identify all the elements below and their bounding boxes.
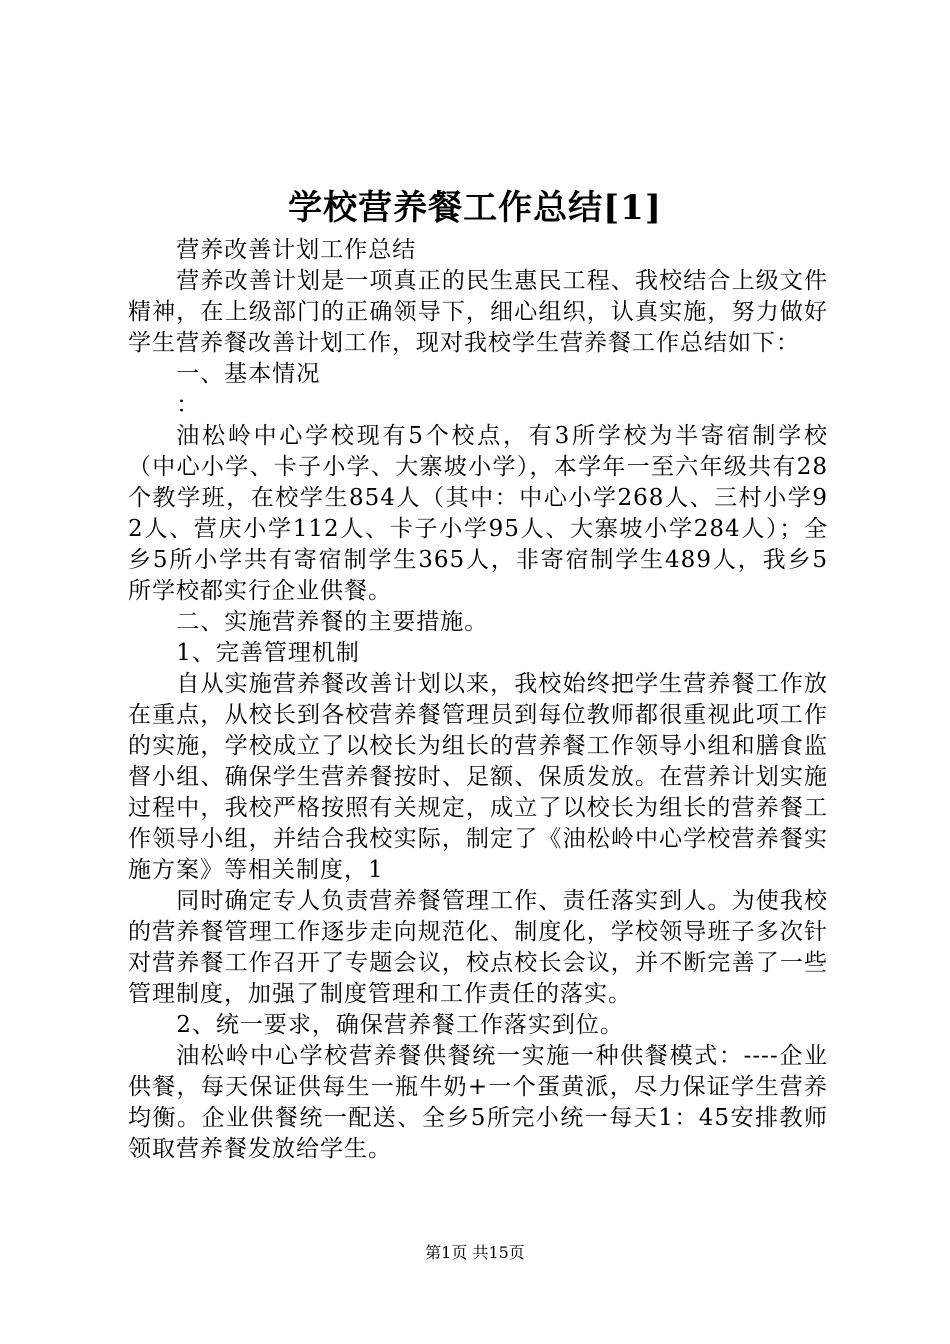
paragraph-basic-info: 油松岭中心学校现有5个校点，有3所学校为半寄宿制学校（中心小学、卡子小学、大寨坡小学），本学年一至六年级共有28个教学班，在校学生854人（其中：中心小学268人、三村小学92人、营庆小学112人、卡子小学95人、大寨坡小学284人）；全乡5所小学共有寄宿制学生365人，非寄宿制学生489人，我乡5所学校都实行企业供餐。 [128,423,828,604]
paragraph-heading: 营养改善计划工作总结 [176,237,417,263]
section-heading-basic: 一、基本情况 [176,361,321,387]
paragraph-responsibility: 同时确定专人负责营养餐管理工作、责任落实到人。为使我校的营养餐管理工作逐步走向规范化、制度化，学校领导班子多次针对营养餐工作召开了专题会议，校点校长会议，并不断完善了一些管理制度，加强了制度管理和工作责任的落实。 [128,888,828,1007]
paragraph-mechanism: 自从实施营养餐改善计划以来，我校始终把学生营养餐工作放在重点，从校长到各校营养餐管理员到每位教师都很重视此项工作的实施，学校成立了以校长为组长的营养餐工作领导小组和膳食监督小组、确保学生营养餐按时、足额、保质发放。在营养计划实施过程中，我校严格按照有关规定，成立了以校长为组长的营养餐工作领导小组，并结合我校实际，制定了《油松岭中心学校营养餐实施方案》等相关制度，1 [128,671,828,883]
paragraph-intro: 营养改善计划是一项真正的民生惠民工程、我校结合上级文件精神，在上级部门的正确领导下，细心组织，认真实施，努力做好学生营养餐改善计划工作，现对我校学生营养餐工作总结如下： [128,268,828,356]
subheading-mechanism: 1、完善管理机制 [176,640,360,666]
subheading-requirements: 2、统一要求，确保营养餐工作落实到位。 [176,1012,624,1038]
page-footer: 第1页 共15页 [425,1243,525,1262]
document-body [128,235,828,1165]
document-title: 学校营养餐工作总结[1] [288,188,662,228]
paragraph-supply-mode: 油松岭中心学校营养餐供餐统一实施一种供餐模式：----企业供餐，每天保证供每生一瓶牛奶+一个蛋黄派，尽力保证学生营养均衡。企业供餐统一配送、全乡5所完小统一每天1：45安排教师领取营养餐发放给学生。 [128,1043,828,1162]
paragraph-colon: ： [176,392,201,418]
section-heading-measures: 二、实施营养餐的主要措施。 [176,609,489,635]
